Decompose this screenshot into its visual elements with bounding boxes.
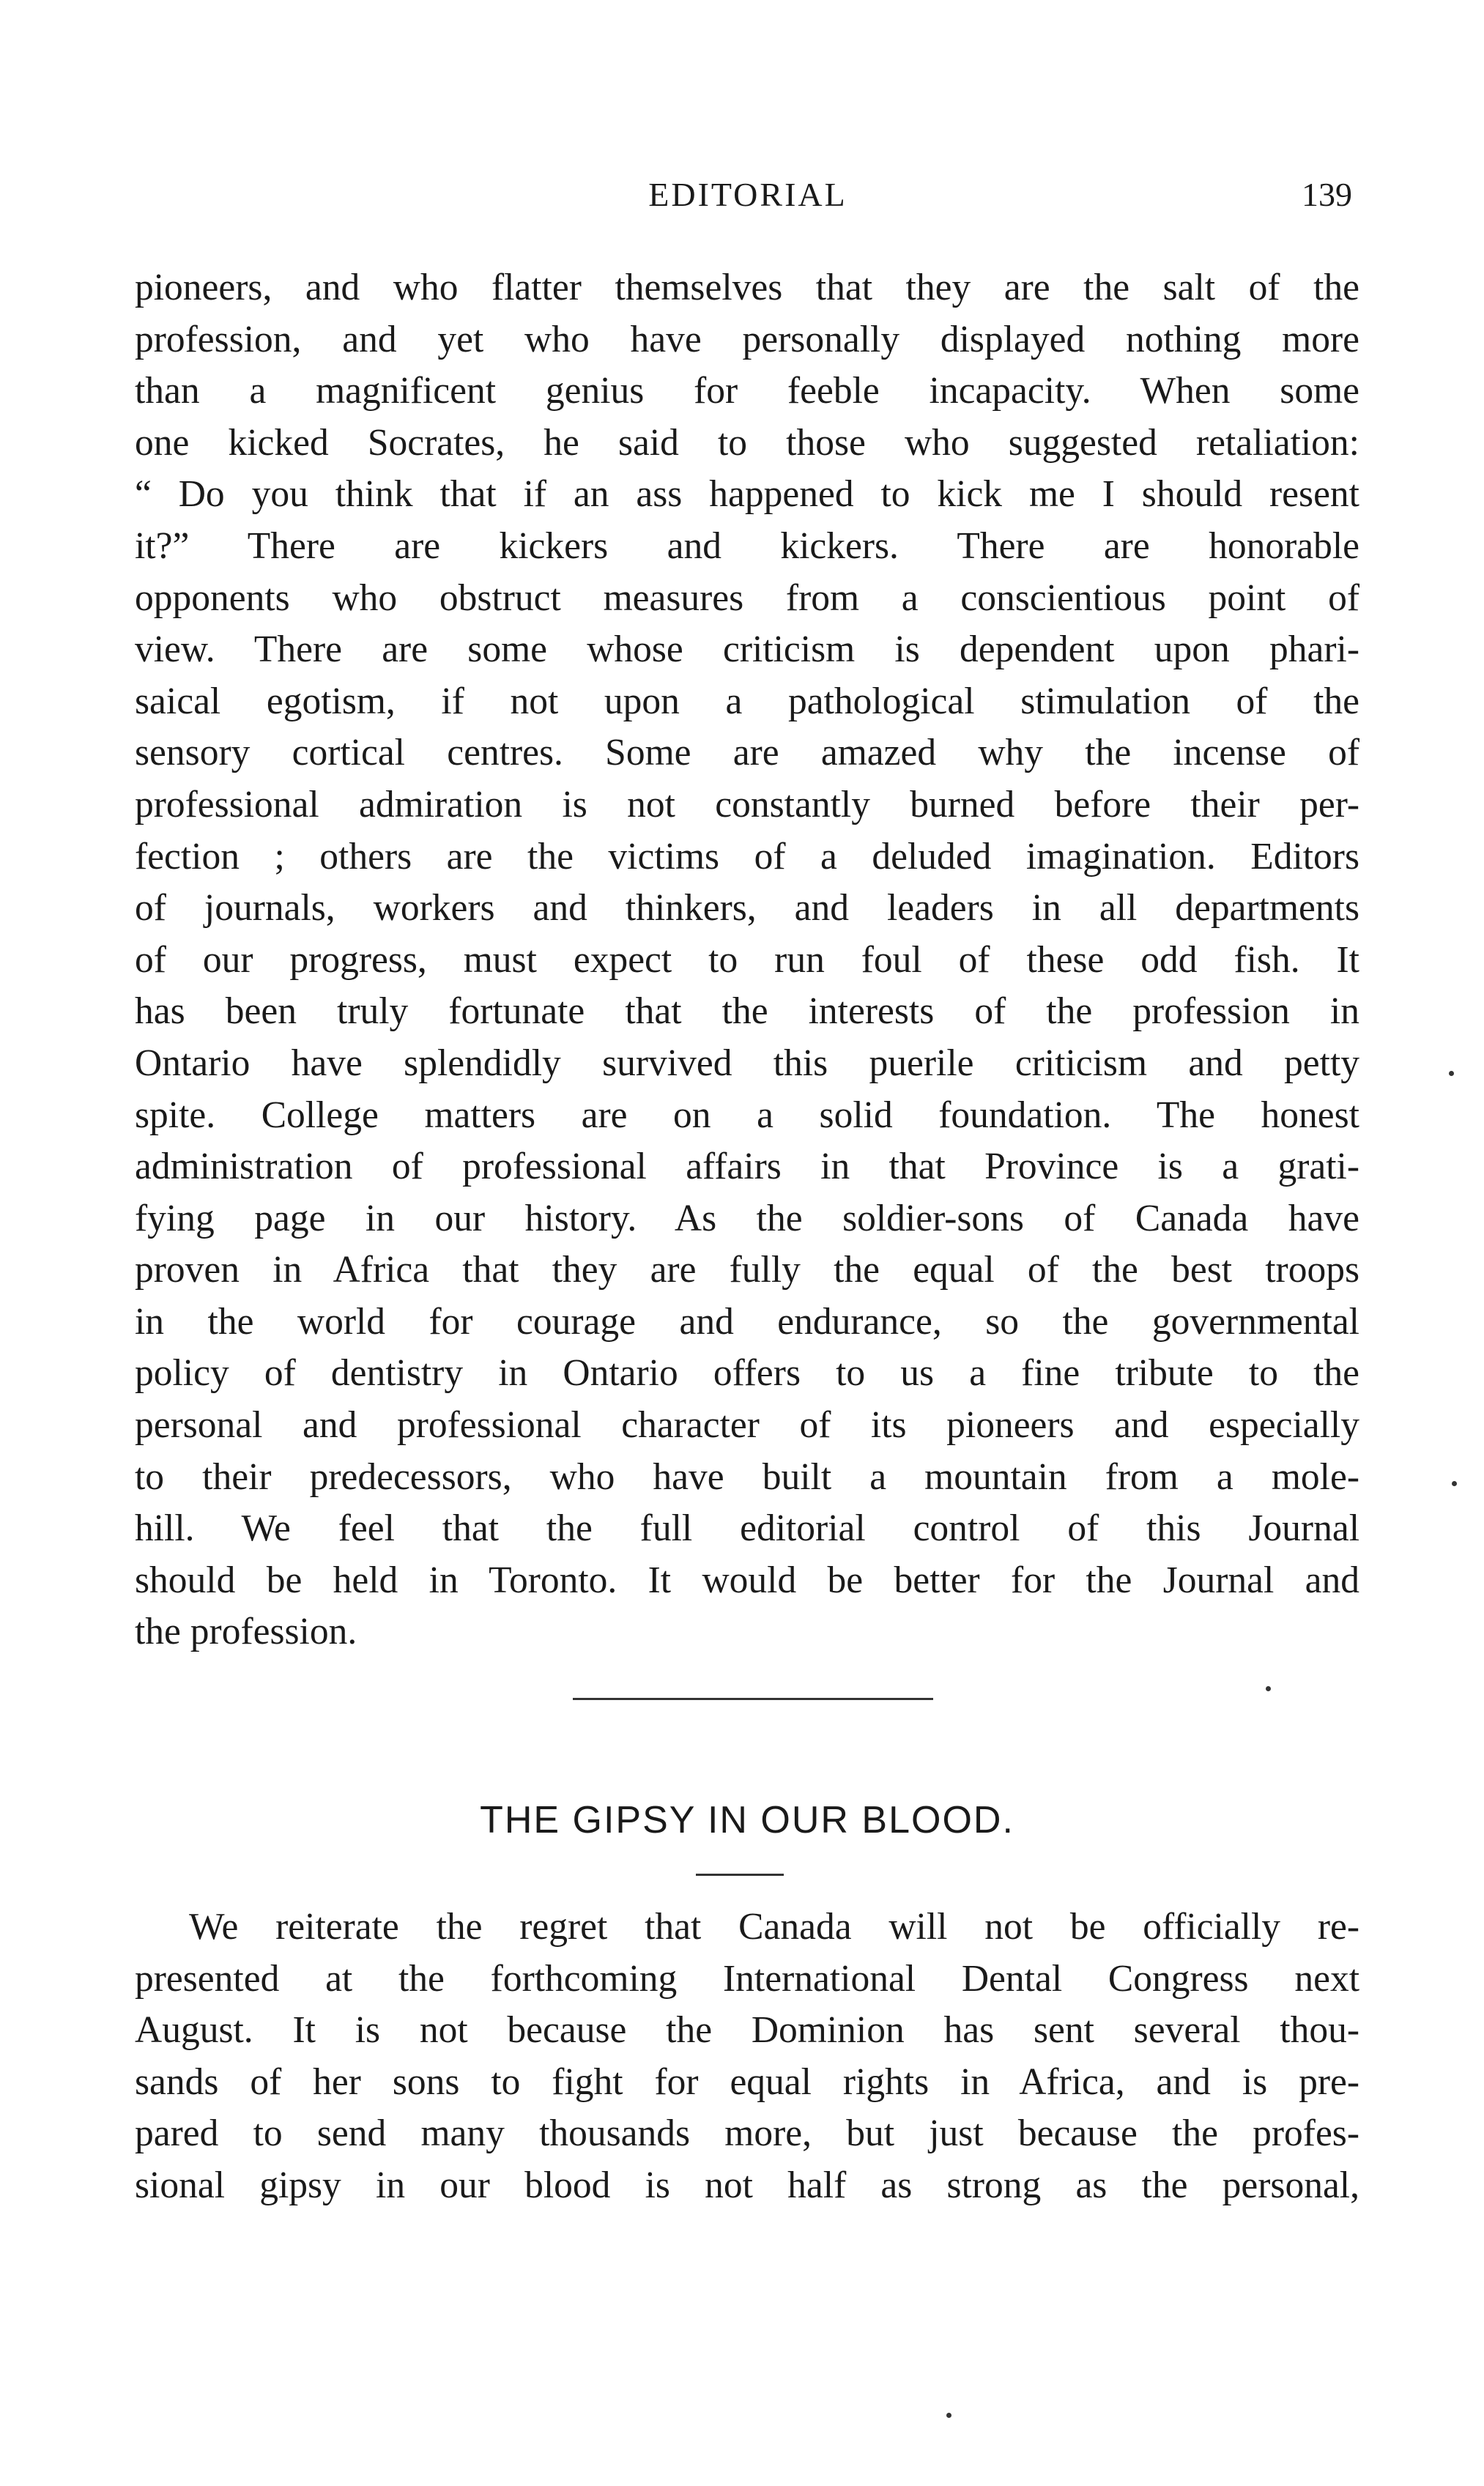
text-line: of our progress, must expect to run foul of these odd fish. It bbox=[135, 938, 1359, 981]
text-line: fying page in our history. As the soldier-sons of Canada have bbox=[135, 1197, 1359, 1239]
text-line: personal and professional character of its pioneers and especially bbox=[135, 1404, 1359, 1447]
text-line: one kicked Socrates, he said to those who suggested retaliation: bbox=[135, 421, 1359, 464]
text-line: sional gipsy in our blood is not half as strong as the personal, bbox=[135, 2164, 1359, 2206]
text-line: proven in Africa that they are fully the equal of the best troops bbox=[135, 1249, 1359, 1291]
text-line: profession, and yet who have personally displayed nothing more bbox=[135, 318, 1359, 360]
ink-speck bbox=[1266, 1686, 1271, 1691]
text-line: sands of her sons to fight for equal rights in Africa, and is pre- bbox=[135, 2060, 1359, 2103]
text-line: “ Do you think that if an ass happened to kick me I should resent bbox=[135, 473, 1359, 516]
ink-speck bbox=[1449, 1071, 1454, 1076]
section-separator bbox=[573, 1698, 933, 1700]
text-line: August. It is not because the Dominion has sent several thou- bbox=[135, 2009, 1359, 2052]
text-line: view. There are some whose criticism is dependent upon phari- bbox=[135, 628, 1359, 671]
text-line: hill. We feel that the full editorial control of this Journal bbox=[135, 1507, 1359, 1550]
text-line: the profession. bbox=[135, 1611, 357, 1653]
article-paragraph bbox=[135, 1901, 1359, 2212]
heading-rule bbox=[696, 1874, 784, 1876]
section-heading: THE GIPSY IN OUR BLOOD. bbox=[480, 1799, 1014, 1841]
text-line: sensory cortical centres. Some are amazed why the incense of bbox=[135, 732, 1359, 774]
page-number: 139 bbox=[1302, 176, 1352, 213]
text-line: spite. College matters are on a solid foundation. The honest bbox=[135, 1094, 1359, 1136]
text-line: administration of professional affairs in that Province is a grati- bbox=[135, 1146, 1359, 1188]
text-line: presented at the forthcoming International Dental Congress next bbox=[135, 1957, 1359, 2000]
ink-speck bbox=[946, 2413, 951, 2418]
text-line: should be held in Toronto. It would be better for the Journal and bbox=[135, 1559, 1359, 1601]
running-title: EDITORIAL bbox=[648, 176, 847, 213]
text-line: to their predecessors, who have built a mountain from a mole- bbox=[135, 1455, 1359, 1498]
text-line: in the world for courage and endurance, so the governmental bbox=[135, 1300, 1359, 1343]
text-line: Ontario have splendidly survived this puerile criticism and petty bbox=[135, 1042, 1359, 1084]
text-line: pared to send many thousands more, but just because the profes- bbox=[135, 2112, 1359, 2155]
text-line: saical egotism, if not upon a pathological stimulation of the bbox=[135, 680, 1359, 722]
text-line: professional admiration is not constantly burned before their per- bbox=[135, 783, 1359, 825]
ink-speck bbox=[1452, 1481, 1457, 1486]
text-line: has been truly fortunate that the interests of the profession in bbox=[135, 990, 1359, 1033]
text-line: it?” There are kickers and kickers. There are honorable bbox=[135, 524, 1359, 567]
text-line: policy of dentistry in Ontario offers to us a fine tribute to the bbox=[135, 1352, 1359, 1395]
text-line: opponents who obstruct measures from a conscientious point of bbox=[135, 576, 1359, 619]
running-head bbox=[135, 173, 1361, 217]
text-line: than a magnificent genius for feeble incapacity. When some bbox=[135, 370, 1359, 412]
text-line: fection ; others are the victims of a deluded imagination. Editors bbox=[135, 835, 1359, 877]
text-line: pioneers, and who flatter themselves that they are the salt of the bbox=[135, 267, 1359, 308]
text-line: We reiterate the regret that Canada will not be officially re- bbox=[189, 1906, 1359, 1948]
editorial-paragraph bbox=[135, 262, 1359, 1658]
text-line: of journals, workers and thinkers, and leaders in all departments bbox=[135, 887, 1359, 930]
